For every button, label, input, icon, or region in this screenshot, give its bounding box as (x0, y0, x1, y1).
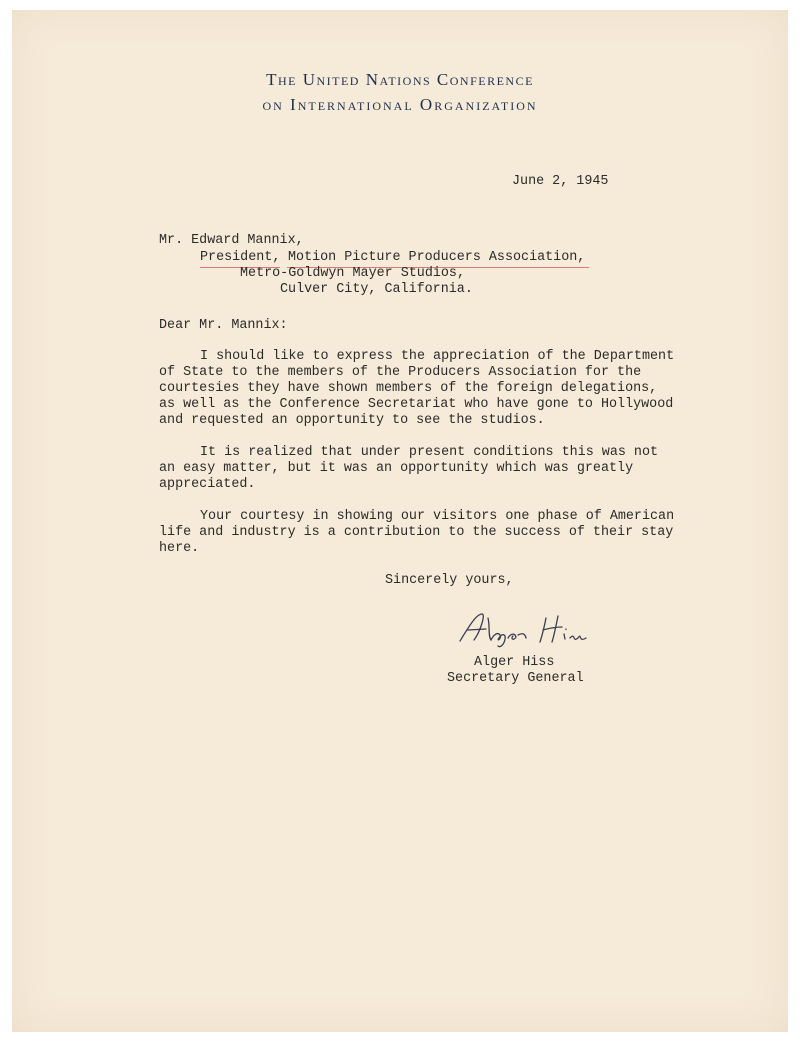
paragraph-1-line: courtesies they have shown members of the foreign delegations, (159, 381, 658, 396)
closing: Sincerely yours, (385, 573, 514, 588)
paragraph-2-line: It is realized that under present conditions this was not (200, 445, 659, 460)
recipient-title-prefix: President, (200, 250, 281, 265)
handwritten-signature (454, 608, 604, 648)
paragraph-2-line: appreciated. (159, 477, 256, 492)
paragraph-3-line: Your courtesy in showing our visitors one phase of American (200, 509, 675, 524)
paragraph-1-line: and requested an opportunity to see the studios. (159, 413, 545, 428)
letterhead-line-1: The United Nations Conference (266, 70, 534, 89)
recipient-city: Culver City, California. (280, 282, 473, 297)
paragraph-1-line: I should like to express the appreciation of the Department (200, 349, 675, 364)
paragraph-3-line: life and industry is a contribution to the success of their stay (159, 525, 674, 540)
salutation: Dear Mr. Mannix: (159, 318, 288, 333)
letter-date: June 2, 1945 (512, 174, 609, 189)
paragraph-1-line: of State to the members of the Producers Association for the (159, 365, 642, 380)
paragraph-3-line: here. (159, 541, 200, 556)
recipient-name: Mr. Edward Mannix, (159, 233, 304, 248)
recipient-company: Metro-Goldwyn Mayer Studios, (240, 266, 465, 281)
signatory-name: Alger Hiss (474, 655, 555, 670)
letterhead-line-2: on International Organization (262, 95, 538, 114)
signatory-title: Secretary General (447, 671, 584, 686)
recipient-title-org: Motion Picture Producers Association, (288, 250, 586, 265)
paragraph-1-line: as well as the Conference Secretariat who have gone to Hollywood (159, 397, 674, 412)
paragraph-2-line: an easy matter, but it was an opportunity which was greatly (159, 461, 634, 476)
